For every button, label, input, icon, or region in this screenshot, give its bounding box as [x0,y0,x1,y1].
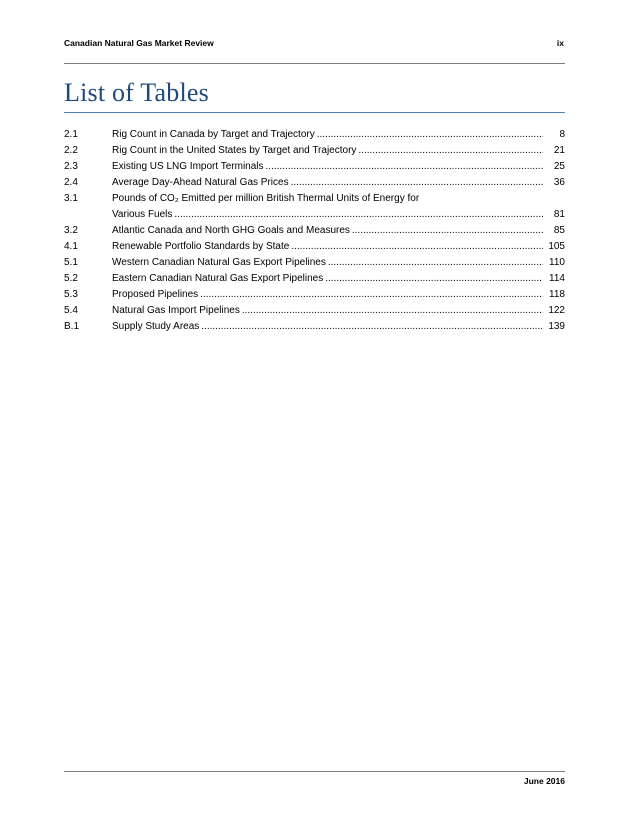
title-divider [64,112,565,113]
toc-entry-number: 3.2 [64,225,78,236]
toc-entry-number: 4.1 [64,241,78,252]
toc-entry-page: 85 [553,225,565,236]
dot-leader [358,143,543,159]
toc-entry-number: 5.1 [64,257,78,268]
dot-leader [291,175,543,191]
toc-entry-3-2[interactable] [64,223,565,239]
toc-entry-page: 114 [549,273,565,284]
toc-entry-5-2[interactable] [64,271,565,287]
toc-entry-page: 21 [553,145,565,156]
toc-entry-page: 105 [548,241,565,252]
toc-entry-title: Western Canadian Natural Gas Export Pipelines [112,257,326,268]
toc-entry-title: Existing US LNG Import Terminals [112,161,264,172]
toc-entry-number: 2.3 [64,161,78,172]
toc-entry-title: Eastern Canadian Natural Gas Export Pipelines [112,273,324,284]
dot-leader [317,127,543,143]
toc-entry-2-3[interactable] [64,159,565,175]
footer-divider [64,771,565,772]
toc-entry-title: Rig Count in Canada by Target and Trajectory [112,129,315,140]
dot-leader [291,239,543,255]
toc-entry-title: Average Day-Ahead Natural Gas Prices [112,177,289,188]
toc-entry-title-line1: Pounds of CO₂ Emitted per million British Thermal Units of Energy for [112,193,420,204]
dot-leader [242,303,543,319]
toc-entry-5-3[interactable] [64,287,565,303]
toc-entry-number: 3.1 [64,193,78,204]
footer-date: June 2016 [523,776,565,786]
toc-entry-page: 25 [553,161,565,172]
toc-entry-title: Natural Gas Import Pipelines [112,305,240,316]
list-of-tables [64,127,565,335]
toc-entry-number: 2.1 [64,129,78,140]
header-title: Canadian Natural Gas Market Review [64,38,214,48]
dot-leader [266,159,543,175]
dot-leader [174,207,543,223]
dot-leader [325,271,543,287]
toc-entry-5-4[interactable] [64,303,565,319]
toc-entry-page: 8 [559,129,565,140]
dot-leader [352,223,543,239]
toc-entry-page: 118 [549,289,565,300]
toc-entry-4-1[interactable] [64,239,565,255]
toc-entry-2-1[interactable] [64,127,565,143]
toc-entry-number: 2.2 [64,145,78,156]
header-page-number: ix [556,38,564,48]
toc-entry-page: 139 [548,321,565,332]
toc-entry-title: Proposed Pipelines [112,289,199,300]
toc-entry-number: 2.4 [64,177,78,188]
toc-entry-number: 5.3 [64,289,78,300]
toc-entry-b-1[interactable] [64,319,565,335]
page-title: List of Tables [64,78,209,107]
header-divider [64,63,565,64]
toc-entry-title: Rig Count in the United States by Target and Trajectory [112,145,357,156]
toc-entry-title: Atlantic Canada and North GHG Goals and Measures [112,225,350,236]
toc-entry-page: 110 [549,257,565,268]
toc-entry-page: 36 [553,177,565,188]
toc-entry-2-4[interactable] [64,175,565,191]
toc-entry-title: Various Fuels [112,209,173,220]
dot-leader [328,255,543,271]
toc-entry-title: Supply Study Areas [112,321,200,332]
toc-entry-2-2[interactable] [64,143,565,159]
toc-entry-page: 122 [548,305,565,316]
toc-entry-3-1[interactable] [64,191,565,223]
toc-entry-page: 81 [553,209,565,220]
dot-leader [200,287,543,303]
toc-entry-number: 5.4 [64,305,78,316]
toc-entry-title: Renewable Portfolio Standards by State [112,241,290,252]
toc-entry-5-1[interactable] [64,255,565,271]
dot-leader [201,319,543,335]
toc-entry-number: 5.2 [64,273,78,284]
toc-entry-number: B.1 [64,321,80,332]
running-header [64,38,564,48]
